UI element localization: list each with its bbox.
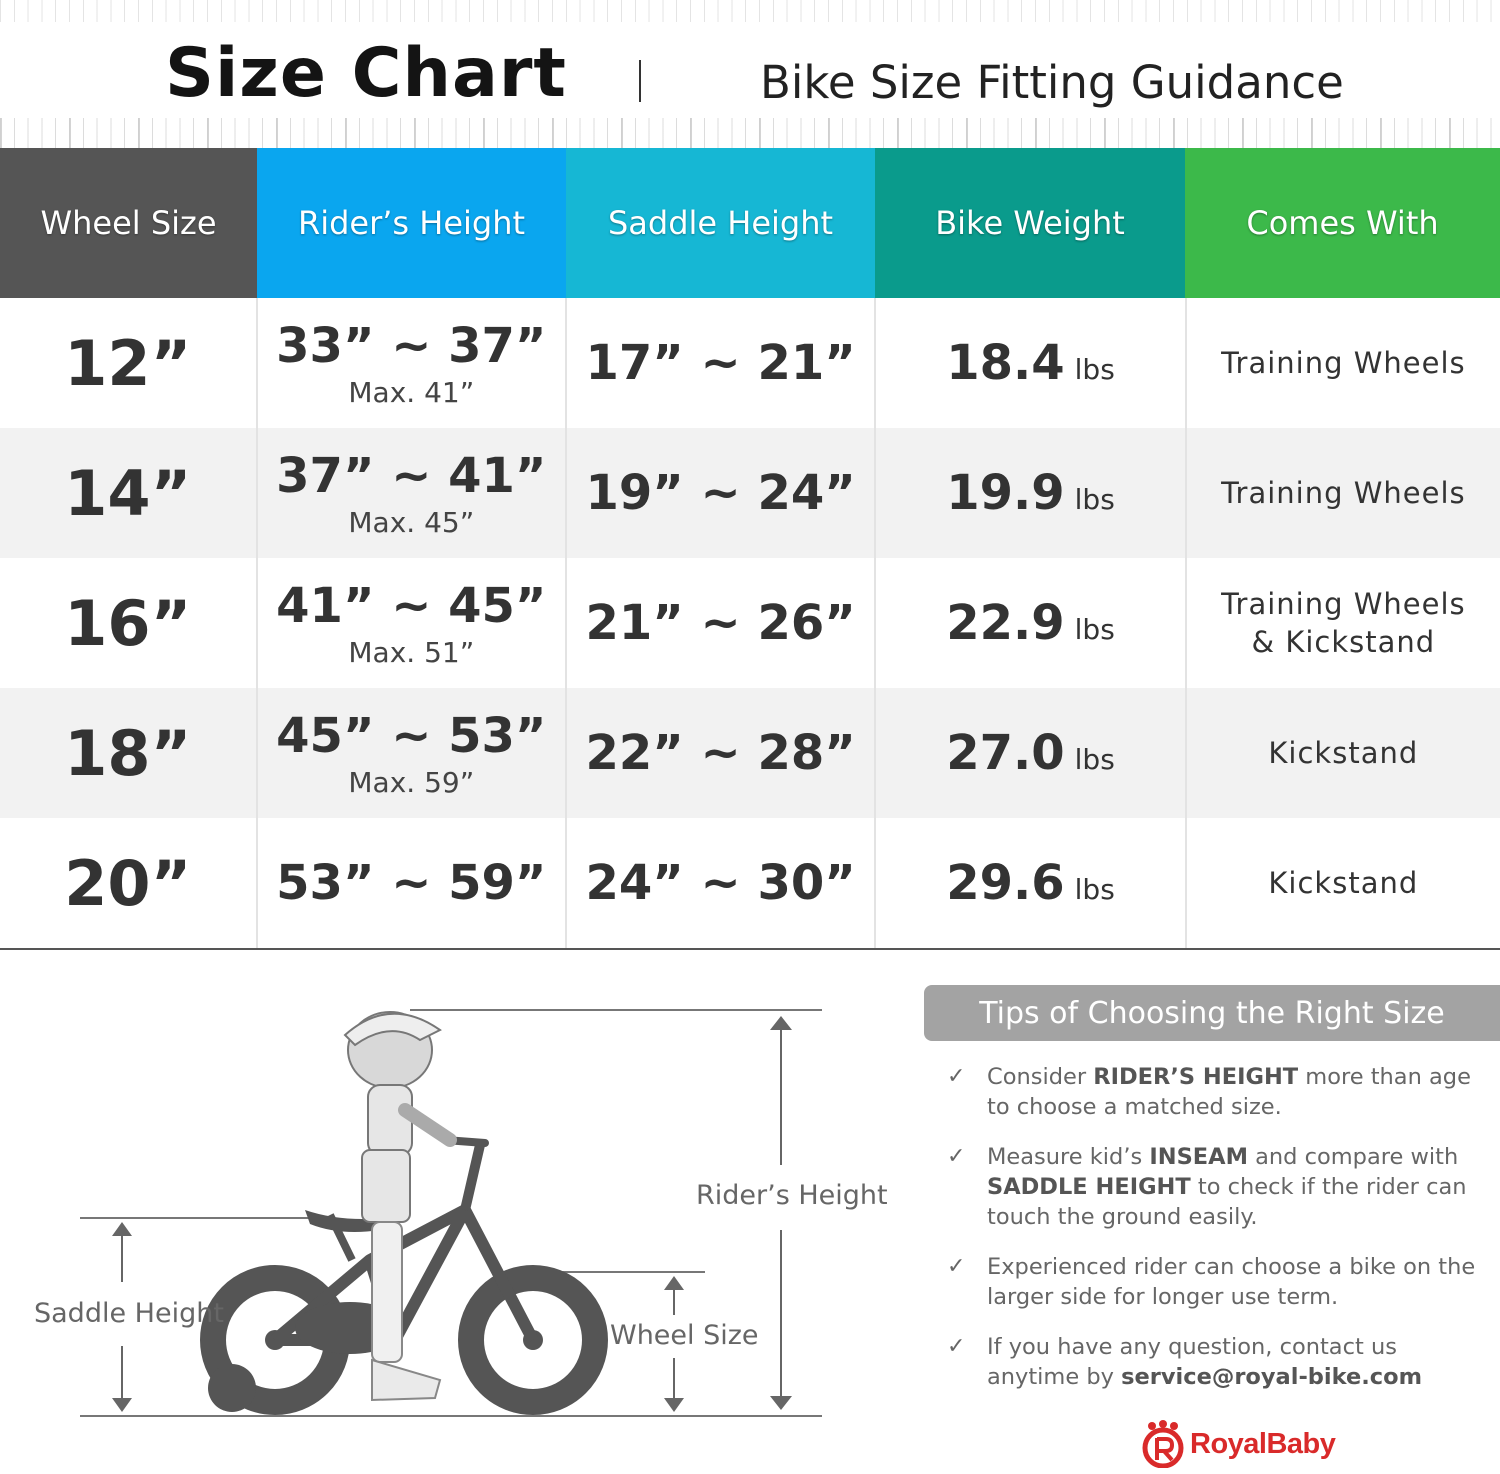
tip-text: If you have any question, contact us anytime by [987,1334,1397,1390]
tip-text: and compare with [1247,1144,1459,1170]
wheel-size-cell [0,558,258,688]
ruler-decoration-top [0,0,1500,22]
table-row [0,688,1500,818]
column-header: Comes With [1185,148,1500,298]
column-header: Rider’s Height [257,148,566,298]
weight-unit: lbs [1074,613,1115,646]
bike-weight-value: 22.9 [946,595,1065,651]
wheel-size-cell [0,298,258,428]
wheel-size-value: 12” [64,326,192,400]
bike-weight-cell [876,818,1186,948]
bike-weight-cell [876,558,1186,688]
checkmark-icon: ✓ [947,1064,966,1089]
comes-with-cell [1187,558,1500,688]
saddle-height-range: 21” ~ 26” [585,595,856,651]
wheel-size-cell [0,818,258,948]
saddle-height-label: Saddle Height [34,1298,224,1329]
rider-height-label: Rider’s Height [696,1180,888,1211]
comes-with-line: & Kickstand [1251,625,1436,659]
rider-height-cell [258,428,567,558]
comes-with-line: Kickstand [1268,866,1419,900]
rider-height-max: Max. 59” [348,765,475,799]
header [0,0,1500,148]
rider-height-range: 33” ~ 37” [276,317,547,374]
comes-with-line: Kickstand [1268,736,1419,770]
saddle-height-cell [567,428,876,558]
column-header: Bike Weight [875,148,1185,298]
wheel-size-cell [0,428,258,558]
fitting-illustration [0,960,900,1460]
table-bottom-rule [0,948,1500,950]
wheel-size-label: Wheel Size [610,1320,759,1351]
wheel-size-value: 18” [64,716,192,790]
wheel-size-value: 20” [64,846,192,920]
table-body [0,298,1500,948]
saddle-height-range: 24” ~ 30” [585,855,856,911]
comes-with-line: Training Wheels [1221,476,1466,510]
rider-height-max: Max. 41” [348,375,475,409]
page-title: Size Chart [165,34,567,113]
table-row [0,428,1500,558]
rider-height-range: 37” ~ 41” [276,447,547,504]
weight-unit: lbs [1074,483,1115,516]
saddle-height-cell [567,558,876,688]
rider-height-range: 41” ~ 45” [276,577,547,634]
tip-item [945,1332,1485,1392]
tip-text: to check if the rider can touch the ground easily. [987,1174,1467,1230]
rider-height-max: Max. 51” [348,635,475,669]
bike-weight-cell [876,688,1186,818]
weight-unit: lbs [1074,353,1115,386]
tip-item [945,1142,1485,1232]
rider-height-cell [258,558,567,688]
table-row [0,558,1500,688]
comes-with-line: Training Wheels [1221,587,1466,621]
bike-weight-value: 29.6 [946,855,1065,911]
comes-with-cell [1187,818,1500,948]
rider-height-max: Max. 45” [348,505,475,539]
rider-height-cell [258,818,567,948]
bike-weight-cell [876,298,1186,428]
table-header [0,148,1500,298]
checkmark-icon: ✓ [947,1334,966,1359]
ruler-decoration-bottom-major [0,118,1500,148]
page-subtitle: Bike Size Fitting Guidance [760,56,1344,109]
comes-with-cell [1187,428,1500,558]
tip-item [945,1062,1485,1122]
saddle-height-range: 17” ~ 21” [585,335,856,391]
table-row [0,298,1500,428]
tip-emphasis: RIDER’S HEIGHT [1093,1064,1299,1090]
tip-text: Consider [987,1064,1094,1090]
bike-weight-cell [876,428,1186,558]
wheel-size-value: 16” [64,586,192,660]
saddle-height-range: 19” ~ 24” [585,465,856,521]
bike-weight-value: 27.0 [946,725,1065,781]
rider-height-range: 45” ~ 53” [276,707,547,764]
tip-text: Measure kid’s [987,1144,1150,1170]
weight-unit: lbs [1074,743,1115,776]
tip-text: Experienced rider can choose a bike on the larger side for longer use term. [987,1254,1476,1310]
title-divider [639,60,641,102]
rider-height-range: 53” ~ 59” [276,855,547,911]
tips-title: Tips of Choosing the Right Size [924,985,1500,1041]
saddle-height-cell [567,298,876,428]
comes-with-cell [1187,298,1500,428]
wheel-size-value: 14” [64,456,192,530]
bike-weight-value: 19.9 [946,465,1065,521]
tip-emphasis: SADDLE HEIGHT [987,1174,1191,1200]
weight-unit: lbs [1074,873,1115,906]
checkmark-icon: ✓ [947,1254,966,1279]
brand-name: RoyalBaby [1190,1427,1336,1460]
tip-item [945,1252,1485,1312]
brand-logo [1142,1420,1335,1468]
tips-list [945,1062,1485,1412]
tip-text: more than age to choose a matched size. [987,1064,1471,1120]
saddle-height-cell [567,688,876,818]
rider-height-cell [258,688,567,818]
wheel-size-cell [0,688,258,818]
saddle-height-range: 22” ~ 28” [585,725,856,781]
checkmark-icon: ✓ [947,1144,966,1169]
comes-with-line: Training Wheels [1221,346,1466,380]
bike-weight-value: 18.4 [946,335,1065,391]
saddle-height-cell [567,818,876,948]
column-header: Saddle Height [566,148,875,298]
tip-emphasis: INSEAM [1149,1144,1248,1170]
size-table [0,148,1500,948]
column-header: Wheel Size [0,148,257,298]
comes-with-cell [1187,688,1500,818]
table-row [0,818,1500,948]
rider-height-cell [258,298,567,428]
royalbaby-crown-icon [1142,1420,1184,1468]
tip-emphasis: service@royal-bike.com [1121,1364,1423,1390]
